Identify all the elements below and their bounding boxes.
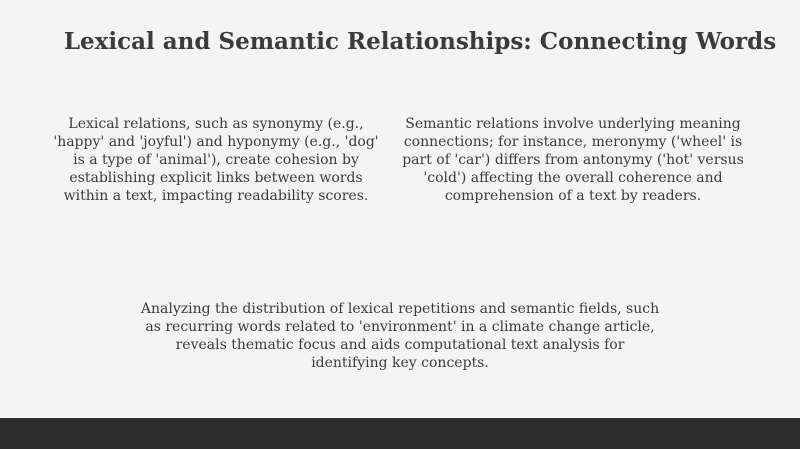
- left-paragraph: Lexical relations, such as synonymy (e.g., 'happy' and 'joyful') and hyponymy (e.g., 'dog' is a type of 'animal'), create cohesion by establishing explicit links between words within a text, impacting readability scores.: [53, 116, 379, 204]
- footer-bar: [0, 418, 800, 449]
- bottom-paragraph: Analyzing the distribution of lexical repetitions and semantic fields, such as recurring words related to 'environment' in a climate change article, reveals thematic focus and aids computational text analysis for identifying key concepts.: [140, 301, 660, 371]
- right-paragraph: Semantic relations involve underlying meaning connections; for instance, meronymy ('wheel' is part of 'car') differs from antonymy ('hot' versus 'cold') affecting the overall coherence and comprehension of a text by readers.: [402, 116, 744, 204]
- slide-title: Lexical and Semantic Relationships: Connecting Words: [63, 28, 777, 55]
